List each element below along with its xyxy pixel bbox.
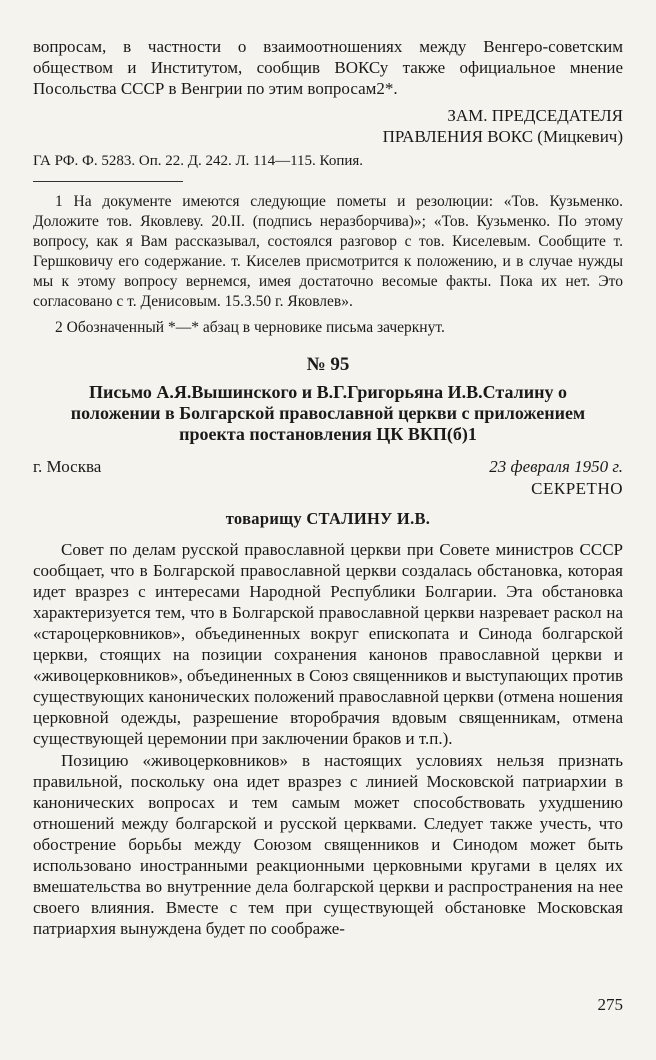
signature-line-1: ЗАМ. ПРЕДСЕДАТЕЛЯ bbox=[447, 106, 623, 125]
place: г. Москва bbox=[33, 457, 102, 476]
footnote-divider bbox=[33, 181, 183, 182]
place-date-line bbox=[33, 457, 623, 477]
classification-stamp: СЕКРЕТНО bbox=[531, 479, 623, 498]
document-title: Письмо А.Я.Вышинского и В.Г.Григорьяна И.В.Сталину о положении в Болгарской православной церкви с приложением проекта постановления ЦК ВКП(б)1 bbox=[70, 382, 586, 444]
body-paragraph: Совет по делам русской православной церкви при Совете министров СССР сообщает, что в Болгарской православной церкви создалась обстановка, которая идет вразрез с интересами Народной Республики Болгарии. Эта обстановка характеризуется тем, что в Болгарской православной церкви назревает раскол на «староцерковников», объединенных вокруг епископата и Синода болгарской церкви, стоящих на позиции сохранения канонов православной церкви и «живоцерковников», объединенных в Союз священников и выступающих против существующих канонических положений православной церкви (отмена ношения церковной одежды, разрешение второбрачия вдовым священникам, отмена существующей церемонии при заключении браков и т.п.). bbox=[33, 540, 623, 748]
body-paragraph: Позицию «живоцерковников» в настоящих условиях нельзя признать правильной, поскольку она идет вразрез с линией Московской патриархии в канонических вопросах и тем самым может способствовать ухудшению отношений между болгарской и русской церквами. Следует также учесть, что обострение борьбы между Союзом священников и Синодом может быть использовано иностранными реакционными церковными кругами в целях их вмешательства во внутренние дела болгарской церкви и распространения на нее своего влияния. Вместе с тем при существующей обстановке Московская патриархия вынуждена будет по соображе- bbox=[33, 751, 623, 938]
addressee: товарищу СТАЛИНУ И.В. bbox=[225, 509, 431, 528]
intro-paragraph: вопросам, в частности о взаимоотношениях между Венгеро-советским обществом и Институтом, сообщив ВОКСу также официальное мнение Посольства СССР в Венгрии по этим вопросам2*. bbox=[33, 37, 623, 98]
document-number: № 95 bbox=[306, 354, 350, 375]
signature-block bbox=[33, 105, 623, 147]
signature-line-2: ПРАВЛЕНИЯ ВОКС (Мицкевич) bbox=[382, 127, 623, 146]
date: 23 февраля 1950 г. bbox=[489, 457, 623, 476]
page-number: 275 bbox=[597, 995, 623, 1014]
page-content bbox=[33, 36, 623, 939]
footnote-2: 2 Обозначенный *—* абзац в черновике письма зачеркнут. bbox=[55, 319, 445, 336]
footnote-1: 1 На документе имеются следующие пометы и резолюции: «Тов. Кузьменко. Доложите тов. Яковлеву. 20.II. (подпись неразборчива)»; «Тов. Кузьменко. По этому вопросу, как я Вам рассказывал, состоялся разговор с тов. Киселевым. Сообщите т. Гершковичу его содержание. т. Киселев присмотрится к положению, и в случае нужды мы к этому вопросу вернемся, имея достаточно весомые факты. Пока их нет. Это согласовано с т. Денисовым. 15.3.50 г. Яковлев». bbox=[33, 193, 623, 310]
archive-reference: ГА РФ. Ф. 5283. Оп. 22. Д. 242. Л. 114—115. Копия. bbox=[33, 153, 364, 169]
